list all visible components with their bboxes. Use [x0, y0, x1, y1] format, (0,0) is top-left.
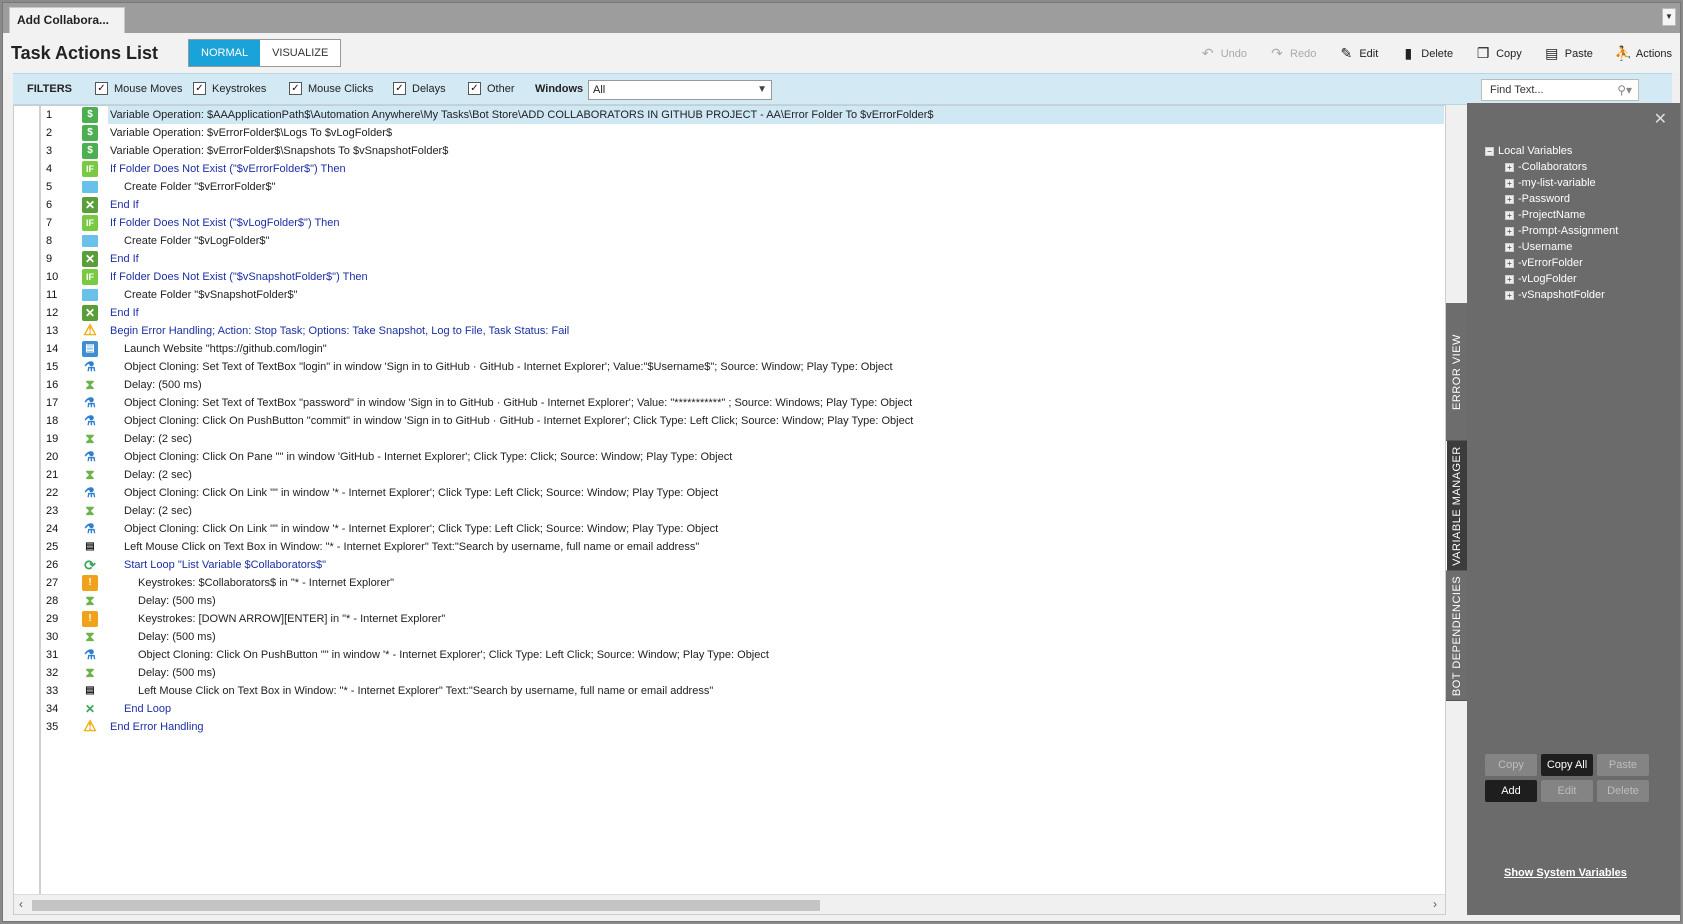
line-number: 19 — [46, 433, 59, 445]
action-text: Create Folder "$vSnapshotFolder$" — [124, 289, 298, 301]
table-row[interactable] — [14, 322, 1447, 340]
line-number: 18 — [46, 415, 59, 427]
table-row[interactable] — [14, 448, 1447, 466]
line-number: 2 — [46, 127, 53, 139]
object-cloning-icon: ⚗ — [84, 413, 96, 428]
windows-label: Windows — [535, 83, 584, 95]
variable-tree — [1485, 143, 1618, 303]
action-text: Object Cloning: Click On PushButton "commit" in window 'Sign in to GitHub · GitHub - Internet Explorer'; Click Type: Left Click; Source: Window; Play Type: Object — [124, 415, 914, 427]
checkbox-icon: ✓ — [468, 82, 481, 95]
table-row[interactable] — [14, 412, 1447, 430]
checkbox-icon: ✓ — [393, 82, 406, 95]
table-row[interactable] — [14, 538, 1447, 556]
action-text: Variable Operation: $vErrorFolder$\Snapshots To $vSnapshotFolder$ — [110, 145, 449, 157]
table-row[interactable] — [14, 376, 1447, 394]
end-if-icon: ✕ — [82, 197, 98, 213]
variable-name: my-list-variable — [1521, 177, 1596, 189]
find-text-input[interactable]: Find Text... ⚲▾ — [1481, 79, 1639, 101]
line-number: 4 — [46, 163, 53, 175]
table-row[interactable] — [14, 106, 1447, 124]
table-row[interactable] — [14, 250, 1447, 268]
checkbox-icon: ✓ — [289, 82, 302, 95]
delete-button[interactable]: ▮ Delete — [1400, 45, 1453, 62]
table-row[interactable] — [14, 232, 1447, 250]
paste-button[interactable]: ▤ Paste — [1545, 45, 1593, 61]
filter-other[interactable]: ✓ Other — [468, 82, 515, 95]
table-row[interactable] — [14, 304, 1447, 322]
action-text: End If — [110, 307, 139, 319]
action-text: Delay: (500 ms) — [138, 595, 216, 607]
variable-tree-item[interactable]: + - ProjectName — [1485, 207, 1618, 223]
hourglass-icon: ⧗ — [85, 467, 95, 482]
dollar-icon: $ — [82, 125, 98, 141]
object-cloning-icon: ⚗ — [84, 647, 96, 662]
app-window — [2, 2, 1681, 922]
line-number: 22 — [46, 487, 59, 499]
paste-icon: ▤ — [1545, 45, 1559, 61]
table-row[interactable] — [14, 286, 1447, 304]
action-text: Variable Operation: $AAApplicationPath$\Automation Anywhere\My Tasks\Bot Store\ADD COLLABORATORS IN GITHUB PROJECT - AA\Error Folder To $vErrorFolder$ — [110, 109, 934, 121]
copy-button[interactable]: ❐ Copy — [1476, 45, 1522, 61]
page-title: Task Actions List — [11, 43, 159, 63]
object-cloning-icon: ⚗ — [84, 359, 96, 374]
visualize-mode-button[interactable]: VISUALIZE — [260, 40, 340, 66]
line-number: 11 — [46, 289, 58, 301]
variable-tree-item[interactable]: + - vErrorFolder — [1485, 255, 1618, 271]
table-row[interactable] — [14, 610, 1447, 628]
expand-icon[interactable]: + — [1505, 243, 1514, 252]
action-text: Left Mouse Click on Text Box in Window: "* - Internet Explorer" Text:"Search by username, full name or email address" — [124, 541, 700, 553]
table-row[interactable] — [14, 664, 1447, 682]
dollar-icon: $ — [82, 143, 98, 159]
filter-mouse-moves[interactable]: ✓ Mouse Moves — [95, 82, 182, 95]
table-row[interactable] — [14, 160, 1447, 178]
edit-icon: ✎ — [1340, 45, 1353, 61]
action-text: Delay: (500 ms) — [124, 379, 202, 391]
view-mode-toggle — [188, 39, 341, 67]
collapse-icon[interactable]: − — [1485, 147, 1494, 156]
table-row[interactable] — [14, 628, 1447, 646]
expand-icon[interactable]: + — [1505, 275, 1514, 284]
action-text: Begin Error Handling; Action: Stop Task; Options: Take Snapshot, Log to File, Task Status: Fail — [110, 325, 570, 337]
hourglass-icon: ⧗ — [85, 377, 95, 392]
end-if-icon: ✕ — [82, 305, 98, 321]
action-text: Object Cloning: Click On PushButton "" in window '* - Internet Explorer'; Click Type: Left Click; Source: Window; Play Type: Object — [138, 649, 769, 661]
search-icon: ⚲▾ — [1617, 83, 1632, 97]
dollar-icon: $ — [82, 107, 98, 123]
trash-icon: ▮ — [1404, 45, 1413, 61]
action-text: Create Folder "$vLogFolder$" — [124, 235, 270, 247]
table-row[interactable] — [14, 718, 1447, 736]
action-text: End Error Handling — [110, 721, 204, 733]
variable-name: vLogFolder — [1521, 273, 1577, 285]
copy-all-variables-button[interactable]: Copy All — [1541, 754, 1593, 776]
line-number: 12 — [46, 307, 59, 319]
line-number: 6 — [46, 199, 53, 211]
line-number: 31 — [46, 649, 59, 661]
table-row[interactable] — [14, 700, 1447, 718]
filters-label: FILTERS — [27, 83, 73, 95]
line-number: 30 — [46, 631, 59, 643]
action-text: Object Cloning: Click On Pane "" in window 'GitHub - Internet Explorer'; Click Type: Click; Source: Window; Play Type: Object — [124, 451, 733, 463]
action-text: Keystrokes: [DOWN ARROW][ENTER] in "* - Internet Explorer" — [138, 613, 446, 625]
action-text: If Folder Does Not Exist ("$vSnapshotFolder$") Then — [110, 271, 368, 283]
expand-icon[interactable]: + — [1505, 211, 1514, 220]
keystrokes-icon: ! — [82, 611, 98, 627]
variable-name: vErrorFolder — [1521, 257, 1583, 269]
action-text: Left Mouse Click on Text Box in Window: "* - Internet Explorer" Text:"Search by username, full name or email address" — [138, 685, 714, 697]
checkbox-icon: ✓ — [193, 82, 206, 95]
variable-name: Password — [1521, 193, 1570, 205]
action-text: If Folder Does Not Exist ("$vLogFolder$") Then — [110, 217, 340, 229]
paste-variable-button[interactable]: Paste — [1597, 754, 1649, 776]
delete-variable-button[interactable]: Delete — [1597, 780, 1649, 802]
action-text: Object Cloning: Click On Link "" in window '* - Internet Explorer'; Click Type: Left Click; Source: Window; Play Type: Object — [124, 523, 719, 535]
line-number: 16 — [46, 379, 59, 391]
variable-tree-item[interactable]: + - Username — [1485, 239, 1618, 255]
variable-tree-item[interactable]: + - my-list-variable — [1485, 175, 1618, 191]
checkbox-icon: ✓ — [95, 82, 108, 95]
line-number: 28 — [46, 595, 59, 607]
action-text: Start Loop "List Variable $Collaborators$" — [124, 559, 327, 571]
variable-tree-item[interactable]: + - Password — [1485, 191, 1618, 207]
line-number: 8 — [46, 235, 53, 247]
if-icon: IF — [82, 215, 98, 231]
action-text: Delay: (2 sec) — [124, 433, 192, 445]
redo-icon: ↷ — [1271, 45, 1283, 61]
table-row[interactable] — [14, 340, 1447, 358]
table-row[interactable] — [14, 520, 1447, 538]
scroll-left-icon[interactable]: ‹ — [19, 897, 23, 911]
line-number: 26 — [46, 559, 59, 571]
object-cloning-icon: ⚗ — [84, 395, 96, 410]
horizontal-scrollbar[interactable] — [14, 894, 1445, 914]
line-number: 24 — [46, 523, 59, 535]
folder-icon — [82, 235, 98, 247]
tab-variable-manager[interactable]: VARIABLE MANAGER — [1446, 441, 1467, 571]
table-row[interactable] — [14, 358, 1447, 376]
action-text: Delay: (2 sec) — [124, 469, 192, 481]
tab-bar — [3, 3, 1680, 33]
expand-icon[interactable]: + — [1505, 291, 1514, 300]
expand-icon[interactable]: + — [1505, 227, 1514, 236]
line-number: 34 — [46, 703, 59, 715]
document-tab[interactable]: Add Collabora... — [9, 7, 125, 33]
table-row[interactable] — [14, 394, 1447, 412]
line-number: 17 — [46, 397, 59, 409]
action-text: Object Cloning: Set Text of TextBox "password" in window 'Sign in to GitHub · GitHub - Internet Explorer'; Value: "***********" ; Source: Windows; Play Type: Object — [124, 397, 913, 409]
line-number: 33 — [46, 685, 59, 697]
action-text: Delay: (2 sec) — [124, 505, 192, 517]
variable-name: Prompt-Assignment — [1521, 225, 1619, 237]
variable-name: ProjectName — [1521, 209, 1586, 221]
table-row[interactable] — [14, 430, 1447, 448]
folder-icon — [82, 289, 98, 301]
redo-button[interactable]: ↷ Redo — [1269, 45, 1316, 62]
table-row[interactable] — [14, 556, 1447, 574]
hourglass-icon: ⧗ — [85, 665, 95, 680]
edit-button[interactable]: ✎ Edit — [1338, 45, 1378, 62]
windows-select[interactable]: All ▼ — [588, 80, 772, 100]
filter-mouse-clicks[interactable]: ✓ Mouse Clicks — [289, 82, 373, 95]
table-row[interactable] — [14, 214, 1447, 232]
copy-variable-button[interactable]: Copy — [1485, 754, 1537, 776]
line-number: 10 — [46, 271, 59, 283]
expand-icon[interactable]: + — [1505, 259, 1514, 268]
action-rows — [14, 106, 1447, 736]
line-number: 23 — [46, 505, 59, 517]
object-cloning-icon: ⚗ — [84, 485, 96, 500]
filter-keystrokes[interactable]: ✓ Keystrokes — [193, 82, 266, 95]
line-number: 9 — [46, 253, 53, 265]
textbox-icon: ▤ — [85, 541, 95, 552]
line-number: 20 — [46, 451, 59, 463]
hourglass-icon: ⧗ — [85, 593, 95, 608]
action-text: End If — [110, 199, 139, 211]
header — [3, 33, 1680, 73]
line-number: 21 — [46, 469, 59, 481]
table-row[interactable] — [14, 142, 1447, 160]
launch-website-icon: ▤ — [82, 341, 98, 357]
add-variable-button[interactable]: Add — [1485, 780, 1537, 802]
line-number: 13 — [46, 325, 59, 337]
table-row[interactable] — [14, 502, 1447, 520]
table-row[interactable] — [14, 682, 1447, 700]
tree-root-local-variables[interactable]: − Local Variables — [1485, 143, 1618, 159]
edit-variable-button[interactable]: Edit — [1541, 780, 1593, 802]
variable-tree-item[interactable]: + - vLogFolder — [1485, 271, 1618, 287]
running-man-icon: ⛹ — [1614, 45, 1633, 61]
action-text: Delay: (500 ms) — [138, 631, 216, 643]
if-icon: IF — [82, 161, 98, 177]
line-number: 7 — [46, 217, 53, 229]
line-number: 27 — [46, 577, 59, 589]
expand-icon[interactable]: + — [1505, 163, 1514, 172]
object-cloning-icon: ⚗ — [84, 449, 96, 464]
tab-error-view[interactable]: ERROR VIEW — [1446, 303, 1467, 441]
expand-icon[interactable]: + — [1505, 195, 1514, 204]
if-icon: IF — [82, 269, 98, 285]
action-text: If Folder Does Not Exist ("$vErrorFolder$") Then — [110, 163, 346, 175]
variable-tree-item[interactable]: + - vSnapshotFolder — [1485, 287, 1618, 303]
variable-tree-item[interactable]: + - Prompt-Assignment — [1485, 223, 1618, 239]
line-number: 35 — [46, 721, 59, 733]
line-number: 25 — [46, 541, 59, 553]
line-number: 1 — [46, 109, 53, 121]
textbox-icon: ▤ — [85, 685, 95, 696]
line-number: 14 — [46, 343, 59, 355]
action-text: Launch Website "https://github.com/login" — [124, 343, 327, 355]
tab-bot-dependencies[interactable]: BOT DEPENDENCIES — [1446, 571, 1467, 701]
filter-bar — [13, 73, 1672, 105]
hourglass-icon: ⧗ — [85, 629, 95, 644]
variable-tree-item[interactable]: + - Collaborators — [1485, 159, 1618, 175]
table-row[interactable] — [14, 196, 1447, 214]
chevron-down-icon: ▼ — [757, 84, 767, 95]
variable-manager-panel — [1467, 103, 1680, 915]
end-if-icon: ✕ — [82, 251, 98, 267]
line-number: 5 — [46, 181, 53, 193]
variable-name: Username — [1521, 241, 1573, 253]
keystrokes-icon: ! — [82, 575, 98, 591]
action-text: Object Cloning: Set Text of TextBox "login" in window 'Sign in to GitHub · GitHub - Internet Explorer'; Value:"$Username$"; Source: Window; Play Type: Object — [124, 361, 893, 373]
action-text: End Loop — [124, 703, 172, 715]
show-system-variables-link[interactable]: Show System Variables — [1504, 867, 1627, 879]
scroll-right-icon[interactable]: › — [1433, 897, 1437, 911]
action-text: Delay: (500 ms) — [138, 667, 216, 679]
scrollbar-thumb[interactable] — [32, 900, 820, 911]
actions-button[interactable]: ⛹ Actions — [1614, 45, 1672, 61]
end-loop-icon: ✕ — [84, 702, 96, 716]
undo-button[interactable]: ↶ Undo — [1200, 45, 1247, 62]
hourglass-icon: ⧗ — [85, 503, 95, 518]
table-row[interactable] — [14, 466, 1447, 484]
table-row[interactable] — [14, 574, 1447, 592]
loop-icon: ⟳ — [84, 557, 96, 573]
warning-icon: ⚠ — [83, 322, 97, 339]
variable-name: Collaborators — [1521, 161, 1588, 173]
line-number: 15 — [46, 361, 59, 373]
table-row[interactable] — [14, 178, 1447, 196]
action-text: Object Cloning: Click On Link "" in window '* - Internet Explorer'; Click Type: Left Click; Source: Window; Play Type: Object — [124, 487, 719, 499]
action-text: Create Folder "$vErrorFolder$" — [124, 181, 276, 193]
warning-icon: ⚠ — [83, 718, 97, 735]
line-number: 29 — [46, 613, 59, 625]
table-row[interactable] — [14, 268, 1447, 286]
normal-mode-button[interactable]: NORMAL — [189, 40, 260, 66]
table-row[interactable] — [14, 592, 1447, 610]
tab-dropdown-icon[interactable]: ▼ — [1662, 8, 1676, 26]
filter-delays[interactable]: ✓ Delays — [393, 82, 446, 95]
folder-icon — [82, 181, 98, 193]
action-text: Variable Operation: $vErrorFolder$\Logs To $vLogFolder$ — [110, 127, 393, 139]
expand-icon[interactable]: + — [1505, 179, 1514, 188]
copy-icon: ❐ — [1476, 45, 1490, 61]
line-number: 32 — [46, 667, 59, 679]
toolbar — [1178, 45, 1672, 62]
line-number: 3 — [46, 145, 53, 157]
variable-name: vSnapshotFolder — [1521, 289, 1605, 301]
table-row[interactable] — [14, 484, 1447, 502]
action-text: Keystrokes: $Collaborators$ in "* - Internet Explorer" — [138, 577, 395, 589]
table-row[interactable] — [14, 646, 1447, 664]
object-cloning-icon: ⚗ — [84, 521, 96, 536]
table-row[interactable] — [14, 124, 1447, 142]
undo-icon: ↶ — [1201, 45, 1214, 61]
hourglass-icon: ⧗ — [85, 431, 95, 446]
task-actions-list — [13, 105, 1446, 915]
action-text: End If — [110, 253, 139, 265]
close-icon[interactable]: ✕ — [1653, 111, 1667, 128]
